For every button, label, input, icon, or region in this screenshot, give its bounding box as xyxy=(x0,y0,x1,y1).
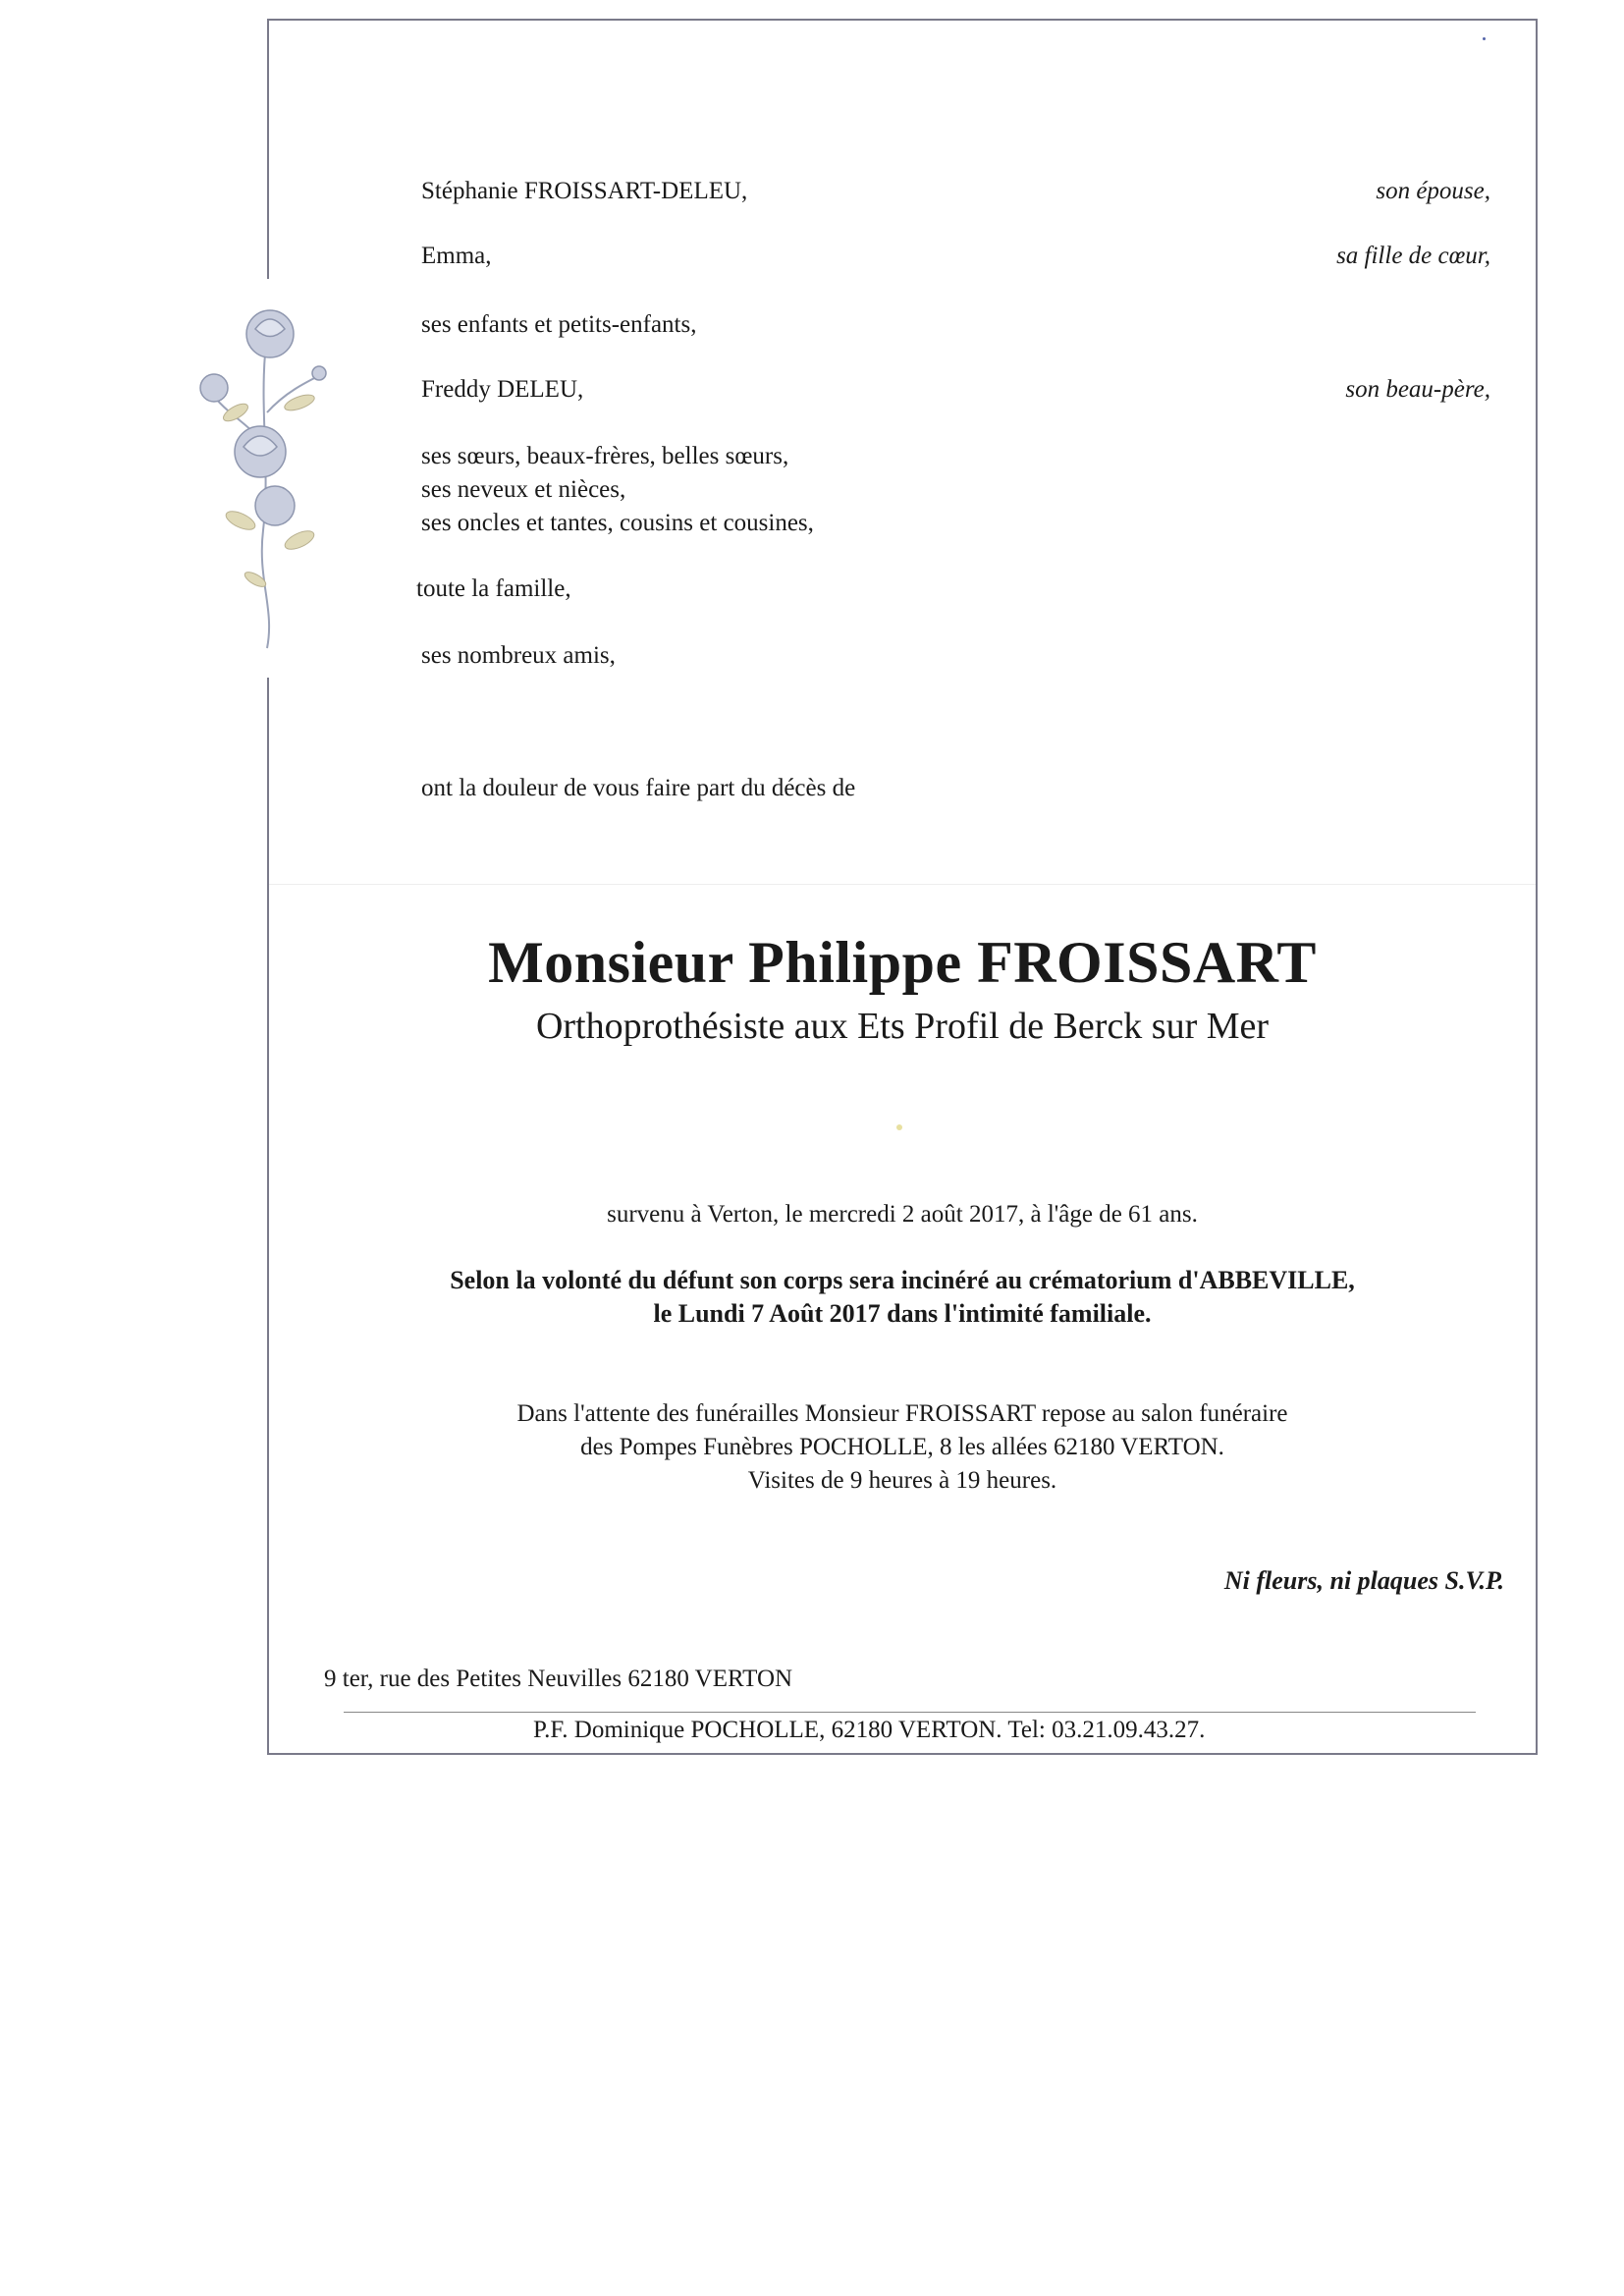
relatives-line-1: ses sœurs, beaux-frères, belles sœurs, xyxy=(421,443,789,469)
funeral-home-info: P.F. Dominique POCHOLLE, 62180 VERTON. Tel: 03.21.09.43.27. xyxy=(533,1717,1206,1743)
deceased-profession: Orthoprothésiste aux Ets Profil de Berck sur Mer xyxy=(535,1006,1270,1047)
cremation-line-1: Selon la volonté du défunt son corps sera incinéré au crématorium d'ABBEVILLE, xyxy=(450,1266,1355,1294)
footer-divider xyxy=(344,1712,1476,1713)
family-name-3: ses enfants et petits-enfants, xyxy=(421,311,697,338)
friends: ses nombreux amis, xyxy=(421,642,616,669)
family-address: 9 ter, rue des Petites Neuvilles 62180 VERTON xyxy=(324,1666,793,1692)
fold-line xyxy=(269,884,1536,885)
wake-line-2: des Pompes Funèbres POCHOLLE, 8 les allées 62180 VERTON. xyxy=(580,1434,1224,1460)
family-name-4: Freddy DELEU, xyxy=(421,376,584,403)
deceased-name: Monsieur Philippe FROISSART xyxy=(488,930,1317,995)
family-all: toute la famille, xyxy=(416,575,571,602)
ink-speck xyxy=(1483,37,1486,40)
family-relation-2: sa fille de cœur, xyxy=(1336,243,1490,269)
family-name-1: Stéphanie FROISSART-DELEU, xyxy=(421,178,748,204)
family-name-2: Emma, xyxy=(421,243,492,269)
death-info: survenu à Verton, le mercredi 2 août 2017, à l'âge de 61 ans. xyxy=(607,1201,1198,1228)
cremation-line-2: le Lundi 7 Août 2017 dans l'intimité familiale. xyxy=(653,1299,1152,1328)
relatives-line-3: ses oncles et tantes, cousins et cousines, xyxy=(421,510,814,536)
no-flowers-notice: Ni fleurs, ni plaques S.V.P. xyxy=(1223,1566,1504,1595)
relatives-line-2: ses neveux et nièces, xyxy=(421,476,626,503)
wake-line-1: Dans l'attente des funérailles Monsieur FROISSART repose au salon funéraire xyxy=(516,1400,1288,1427)
ink-speck xyxy=(896,1124,902,1130)
wake-line-3: Visites de 9 heures à 19 heures. xyxy=(747,1467,1057,1494)
announcement-intro: ont la douleur de vous faire part du décès de xyxy=(421,775,856,801)
family-relation-4: son beau-père, xyxy=(1345,376,1490,403)
family-relation-1: son épouse, xyxy=(1376,178,1490,204)
rose-flower-icon xyxy=(187,295,344,658)
left-border-top xyxy=(267,19,269,279)
